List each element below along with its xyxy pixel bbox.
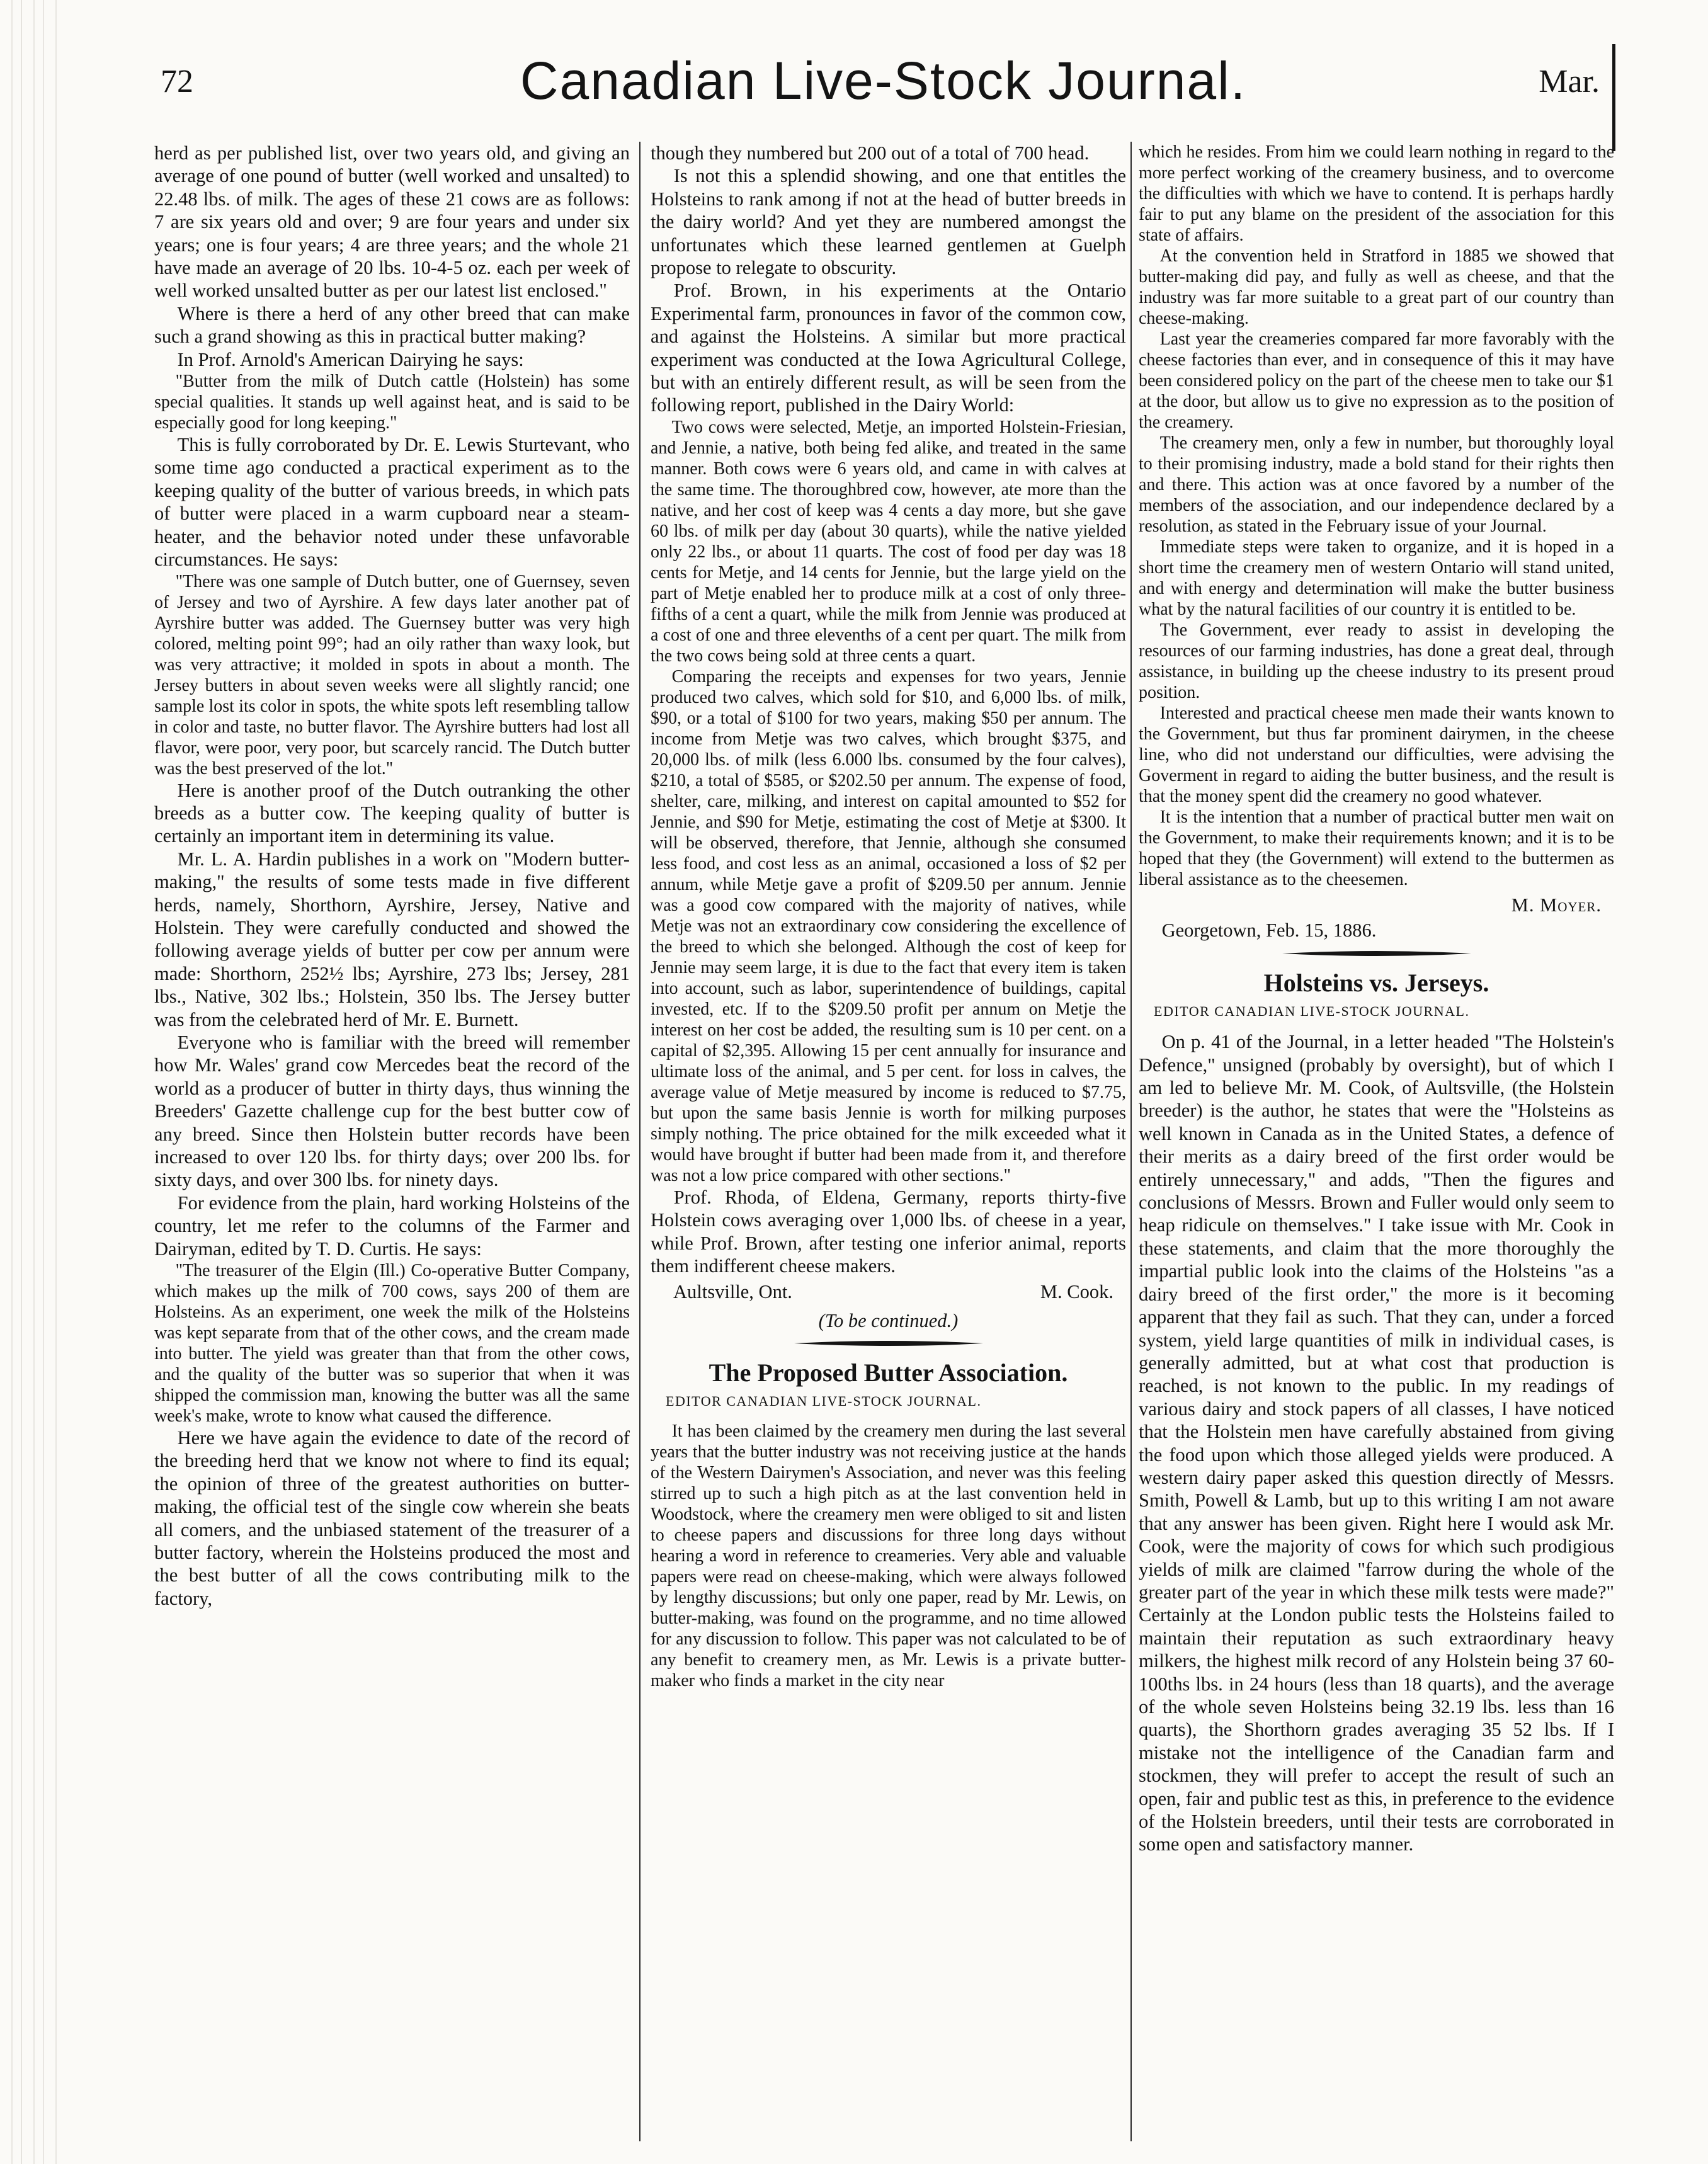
page-number: 72 xyxy=(161,64,193,100)
paragraph: Last year the creameries compared far more favorably with the cheese factories than ever, and in consequence of this it may have been considered policy on the part of the cheese men to take our $1 at the door, but allow us to give no expression as to the position of the creamery. xyxy=(1139,329,1614,432)
paragraph: Is not this a splendid showing, and one that entitles the Holsteins to rank among if not at the head of butter breeds in the dairy world? And yet they are numbered amongst the unfortunates which these learned gentlemen at Guelph propose to relegate to obscurity. xyxy=(651,165,1126,279)
editor-line: EDITOR CANADIAN LIVE-STOCK JOURNAL. xyxy=(666,1393,982,1409)
paragraph: The creamery men, only a few in number, but thoroughly loyal to their promising industry, made a bold stand for their rights then and there. This action was at once favored by a number of the members of the association, and our independence declared by a resolution, as stated in the February issue of your Journal. xyxy=(1139,433,1614,536)
paragraph: Mr. L. A. Hardin publishes in a work on "Modern butter-making," the results of some tests made in five different herds, namely, Shorthorn, Ayrshire, Jersey, Native and Holstein. They were carefully conducted and showed the following average yields of butter per cow per annum were made: Shorthorn, 252½ lbs; Ayrshire, 273 lbs; Jersey, 281 lbs., Native, 302 lbs.; Holstein, 350 lbs. The Jersey butter was from the celebrated herd of Mr. E. Burnett. xyxy=(154,848,630,1030)
editor-line: EDITOR CANADIAN LIVE-STOCK JOURNAL. xyxy=(1154,1003,1470,1019)
signature-name: M. Cook. xyxy=(1040,1280,1113,1302)
paragraph: Here we have again the evidence to date of the record of the breeding herd that we know not where to find its equal; the opinion of three of the greatest authorities on butter-making, the official test of the single cow wherein she beats all comers, and the unbiased statement of the treasurer of a butter factory, wherein the Holsteins produced the most and the best butter of all the cows contributing milk to the factory, xyxy=(154,1427,630,1609)
paragraph: Prof. Brown, in his experiments at the Ontario Experimental farm, pronounces in favor of the common cow, and against the Holsteins. A similar but more practical experiment was conducted at the Iowa Agricultural College, but with an entirely different result, as will be seen from the following report, published in the Dairy World: xyxy=(651,280,1126,416)
signature-name: M. Moyer. xyxy=(1511,894,1602,916)
paragraph: At the convention held in Stratford in 1885 we showed that butter-making did pay, and fully as well as cheese, and that the industry was far more suitable to a great part of our country than cheese-making. xyxy=(1139,246,1614,328)
continued-note: (To be continued.) xyxy=(818,1309,959,1331)
paragraph: Everyone who is familiar with the breed will remember how Mr. Wales' grand cow Mercedes beat the record of the world as a producer of butter in thirty days, thus winning the Breeders' Gazette challenge cup for the best butter cow of any breed. Since then Holstein butter records have been increased to over 120 lbs. for thirty days; over 200 lbs. for sixty days, and over 300 lbs. for ninety days. xyxy=(154,1031,630,1191)
paragraph: "The treasurer of the Elgin (Ill.) Co-operative Butter Company, which makes up the milk of 700 cows, says 200 of them are Holsteins. As an experiment, one week the milk of the Holsteins was kept separate from that of the other cows, and the cream made into butter. The yield was greater than that from the other cows, and the quality of the butter was so superior that when it was shipped the commission man, knowing the butter was all the same week's make, wrote to know what caused the difference. xyxy=(154,1261,630,1427)
paragraph: "There was one sample of Dutch butter, one of Guernsey, seven of Jersey and two of Ayrshire. A few days later another pat of Ayrshire butter was added. The Guernsey butter was very high colored, melting point 99°; had an oily rather than waxy look, but was very attractive; it molded in spots in about a month. The Jersey butters in about seven weeks were all slightly rancid; one sample lost its color in spots, the white spots left resembling tallow in color and taste, no butter flavor. The Ayrshire butters had lost all flavor, were poor, very poor, but scarcely rancid. The Dutch butter was the best preserved of the lot." xyxy=(154,571,630,778)
section-divider xyxy=(1139,948,1614,959)
column-rule-2 xyxy=(1130,142,1132,2141)
paragraph: The Government, ever ready to assist in developing the resources of our farming industries, has done a great deal, through assistance, in building up the cheese industry to its present proud position. xyxy=(1139,620,1614,702)
paragraph: Where is there a herd of any other breed that can make such a grand showing as this in practical butter making? xyxy=(154,302,630,348)
page-binding-edge xyxy=(0,0,57,2164)
paragraph: This is fully corroborated by Dr. E. Lewis Sturtevant, who some time ago conducted a practical experiment as to the keeping quality of the butter of various breeds, in which pats of butter were placed in a warm cupboard near a steam-heater, and the behavior noted under these unfavorable circumstances. He says: xyxy=(154,434,630,571)
paragraph: Comparing the receipts and expenses for two years, Jennie produced two calves, which sold for $10, and 6,000 lbs. of milk, $90, or a total of $100 for two years, making $50 per annum. The income from Metje was two calves, which brought $375, and 20,000 lbs. of milk (less 6.000 lbs. consumed by the four calves), $210, a total of $585, or $202.50 per annum. The expense of food, shelter, care, milking, and interest on capital amounted to $52 for Jennie, and $90 for Metje, estimating the cost of Metje at $300. It will be observed, therefore, that Jennie, although she consumed less food, and cost less as an animal, occasioned a loss of $2 per annum, while Metje gave a profit of $209.50 per annum. Jennie was a good cow compared with the majority of natives, while Metje was not an extraordinary cow considering the excellence of the breed to which she belonged. Although the cost of keep for Jennie may seem large, it is due to the fact that every item is taken into account, such as labor, superintendence of buildings, capital invested, etc. If to the $209.50 profit per annum on Metje the interest on her cost be added, the resulting sum is 10 per cent. on a capital of $2,395. Allowing 15 per cent annually for insurance and ultimate loss of the animal, and 5 per cent. for loss in calves, the average value of Metje measured by income is reduced to $7.75, but upon the same basis Jennie is worth for milking purposes simply nothing. The price obtained for the milk exceeded what it would have brought if butter had been made from it, and therefore was not a low price compared with other sections." xyxy=(651,666,1126,1185)
column-1 xyxy=(154,142,630,2144)
article-headline: Holsteins vs. Jerseys. xyxy=(1263,968,1489,997)
paragraph: herd as per published list, over two years old, and giving an average of one pound of butter (well worked and unsalted) to 22.48 lbs. of milk. The ages of these 21 cows are as follows: 7 are six years old and over; 9 are four years and under six years; one is four years; 4 are three years; and the whole 21 have made an average of 20 lbs. 10-4-5 oz. each per week of well worked unsalted butter as per our latest list enclosed." xyxy=(154,142,630,302)
paragraph: On p. 41 of the Journal, in a letter headed "The Holstein's Defence," unsigned (probably by oversight), but of which I am led to believe Mr. M. Cook, of Aultsville, (the Holstein breeder) is the author, he states that were the "Holsteins as well known in Canada as in the United States, a defence of their merits as a dairy breed of the first order would be entirely unnecessary," and adds, "Then the figures and conclusions of Messrs. Brown and Fuller would only seem to heap ridicule on themselves." I take issue with Mr. Cook in these statements, and claim that the more thoroughly the impartial public look into the claims of the Holsteins "as a dairy breed of the first order," the more is it becoming apparent that they fail as such. That they can, under a forced system, yield large quantities of milk in individual cases, is generally admitted, but at what cost that production is reached, is not known to the public. In my readings of various dairy and stock papers of all classes, I have noticed that the Holstein men have carefully abstained from giving the food upon which those alleged yields were produced. A western dairy paper asked this question directly of Messrs. Smith, Powell & Lamb, but up to this writing I am not aware that any answer has been given. Right here I would ask Mr. Cook, were the majority of cows for which such prodigious yields of milk are claimed "farrow during the whole of the greater part of the year in which these milk tests were made?" Certainly at the London public tests the Holsteins failed to maintain their reputation as such extraordinary heavy milkers, the highest milk record of any Holstein being 37 60-100ths lbs. in 24 hours (less than 18 quarts), and the average of the whole seven Holsteins being 32.19 lbs. less than 16 quarts), the Shorthorn grades averaging 35 52 lbs. If I mistake not the intelligence of the Canadian farm and stockmen, they will prefer to accept the result of such an open, fair and public test as this, in preference to the evidence of the Holstein breeders, until their tests are corroborated in some open and satisfactory manner. xyxy=(1139,1031,1614,1855)
column-rule-1 xyxy=(639,142,640,2141)
paragraph: "Butter from the milk of Dutch cattle (Holstein) has some special qualities. It stands up well against heat, and is said to be especially good for long keeping." xyxy=(154,372,630,433)
page-header xyxy=(154,50,1612,113)
signature-block xyxy=(651,1280,1126,1303)
paragraph: which he resides. From him we could learn nothing in regard to the more perfect working of the creamery business, and to overcome the difficulties with which we have to contend. It is perhaps hardly fair to put any blame on the president of the association for this state of affairs. xyxy=(1139,142,1614,245)
paragraph: Interested and practical cheese men made their wants known to the Government, but thus far prominent dairymen, in the cheese line, who did not understand our difficulties, were advising the Goverment in regard to aiding the butter business, and the result is that the money spent did the creamery no good whatever. xyxy=(1139,703,1614,806)
paragraph: Immediate steps were taken to organize, and it is hoped in a short time the creamery men of western Ontario will stand united, and with energy and determination will make the butter business what by the natural facilities of our country it is entitled to be. xyxy=(1139,537,1614,619)
article-headline: The Proposed Butter Association. xyxy=(709,1358,1068,1387)
paragraph: It has been claimed by the creamery men during the last several years that the butter industry was not receiving justice at the hands of the Western Dairymen's Association, and never was this feeling stirred up to such a high pitch as at the last convention held in Woodstock, where the creamery men were obliged to sit and listen to cheese papers and discussions for three long days without hearing a word in reference to creameries. Very able and valuable papers were read on cheese-making, which were always followed by lengthy discussions; but only one paper, read by Mr. Lewis, on butter-making, was found on the programme, and no time allowed for any discussion to follow. This paper was not calculated to be of any benefit to creamery men, as Mr. Lewis is a private butter-maker who finds a market in the city near xyxy=(651,1421,1126,1690)
paragraph: For evidence from the plain, hard working Holsteins of the country, let me refer to the columns of the Farmer and Dairyman, edited by T. D. Curtis. He says: xyxy=(154,1192,630,1260)
header-edge-rule xyxy=(1612,44,1615,151)
paragraph: Two cows were selected, Metje, an imported Holstein-Friesian, and Jennie, a native, both being fed alike, and treated in the same manner. Both cows were 6 years old, and came in with calves at the same time. The thoroughbred cow, however, ate more than the native, and her cost of keep was 4 cents a day more, but she gave 60 lbs. of milk per day (about 30 quarts), while the native yielded only 22 lbs., or about 11 quarts. The cost of food per day was 18 cents for Metje, and 14 cents for Jennie, but the large yield on the part of Metje enabled her to produce milk at a cost of only three-fifths of a cent a quart, while the milk from Jennie was produced at a cost of one and three elevenths of a cent per quart. The milk from the two cows being sold at three cents a quart. xyxy=(651,417,1126,666)
journal-title: Canadian Live-Stock Journal. xyxy=(520,51,1247,110)
signature-block xyxy=(1139,894,1614,916)
paragraph: though they numbered but 200 out of a total of 700 head. xyxy=(651,142,1090,164)
issue-month: Mar. xyxy=(1539,64,1600,100)
paragraph: It is the intention that a number of practical butter men wait on the Government, to make their requirements known; and it is to be hoped that they (the Government) will extend to the buttermen as liberal assistance as to the cheesemen. xyxy=(1139,807,1614,889)
paragraph: In Prof. Arnold's American Dairying he says: xyxy=(177,348,524,370)
paragraph: Here is another proof of the Dutch outranking the other breeds as a butter cow. The keeping quality of butter is certainly an important item in determining its value. xyxy=(154,779,630,847)
column-2 xyxy=(651,142,1126,2144)
section-divider xyxy=(651,1338,1126,1348)
column-3 xyxy=(1139,142,1614,2144)
signature-place: Aultsville, Ont. xyxy=(673,1280,792,1302)
paragraph: Prof. Rhoda, of Eldena, Germany, reports thirty-five Holstein cows averaging over 1,000 lbs. of cheese in a year, while Prof. Brown, after testing one inferior animal, reports them indifferent cheese makers. xyxy=(651,1186,1126,1277)
dateline: Georgetown, Feb. 15, 1886. xyxy=(1161,920,1377,942)
